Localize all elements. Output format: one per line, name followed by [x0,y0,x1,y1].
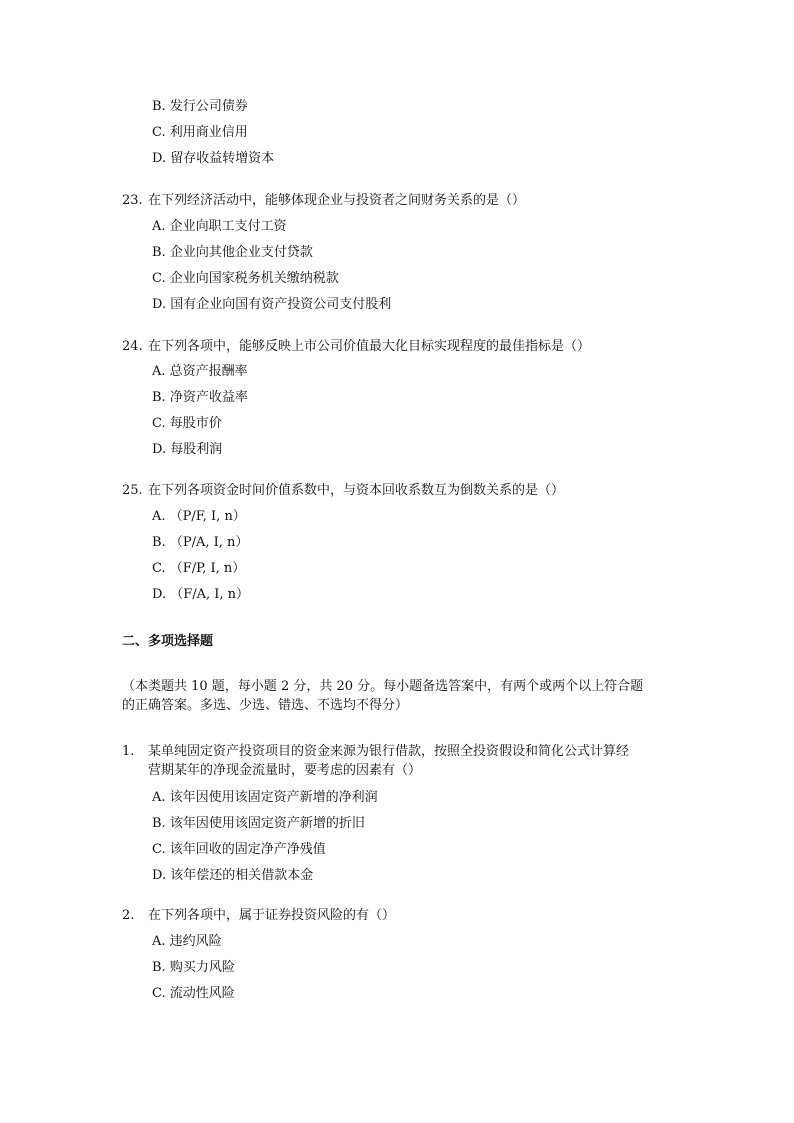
option-a: A. 违约风险 [152,934,222,949]
option-c: C. 该年回收的固定净产净残值 [152,842,326,857]
option-c: C. （F/P, I, n） [152,561,246,576]
question-text: 在下列各项资金时间价值系数中，与资本回收系数互为倒数关系的是（） [148,483,565,498]
option-b: B. 该年因使用该固定资产新增的折旧 [152,816,365,831]
section-instructions: （本类题共 10 题，每小题 2 分，共 20 分。每小题备选答案中，有两个或两个以上符合题 [122,679,644,694]
option-d: D. 该年偿还的相关借款本金 [152,868,314,883]
option-a: A. 企业向职工支付工资 [152,219,287,234]
option-b: B. 企业向其他企业支付贷款 [152,245,313,260]
question-number: 23. [122,193,143,208]
option-d: D. 国有企业向国有资产投资公司支付股利 [152,297,392,312]
question-number: 1. [122,744,135,759]
option-d: D. 每股利润 [152,442,223,457]
option-c: C. 流动性风险 [152,986,235,1001]
section-instructions: 的正确答案。多选、少选、错选、不选均不得分） [122,698,409,713]
option-c: C. 每股市价 [152,416,222,431]
question-number: 2. [122,908,135,923]
option-a: A. 总资产报酬率 [152,364,248,379]
question-text: 在下列各项中，属于证券投资风险的有（） [148,908,396,923]
question-text: 在下列各项中，能够反映上市公司价值最大化目标实现程度的最佳指标是（） [148,339,591,354]
option-c: C. 企业向国家税务机关缴纳税款 [152,271,339,286]
question-number: 25. [122,483,143,498]
question-text: 在下列经济活动中，能够体现企业与投资者之间财务关系的是（） [148,193,526,208]
option-a: A. （P/F, I, n） [152,509,246,524]
option-b: B. 净资产收益率 [152,390,248,405]
option-b: B. （P/A, I, n） [152,535,249,550]
question-text: 营期某年的净现金流量时，要考虑的因素有（） [148,763,422,778]
option-b: B. 发行公司债券 [152,99,248,114]
option-c: C. 利用商业信用 [152,125,248,140]
option-d: D. （F/A, I, n） [152,587,250,602]
option-a: A. 该年因使用该固定资产新增的净利润 [152,790,378,805]
option-b: B. 购买力风险 [152,960,235,975]
section-heading: 二、多项选择题 [122,634,214,649]
question-text: 某单纯固定资产投资项目的资金来源为银行借款，按照全投资假设和简化公式计算经 [148,744,630,759]
option-d: D. 留存收益转增资本 [152,151,275,166]
question-number: 24. [122,339,143,354]
